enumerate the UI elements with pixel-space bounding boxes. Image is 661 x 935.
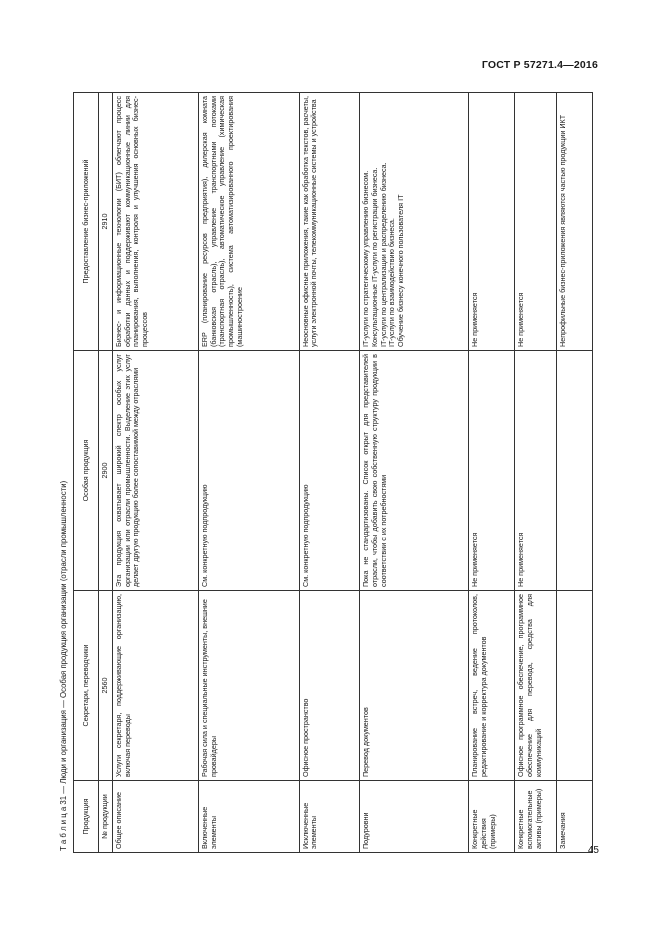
cell-special: Эта продукция охватывает широкий спектр особых услуг организации или отрасли промышленности. Выделение этих услуг делает другую продукцию более сопоставимой между отраслями bbox=[113, 351, 199, 591]
cell-special: См. конкретную подпродукцию bbox=[198, 351, 299, 591]
cell-business-apps: Непрофильные бизнес-приложения являются частью продукции ИКТ bbox=[557, 93, 593, 351]
table-row bbox=[360, 93, 469, 853]
table-row bbox=[198, 93, 299, 853]
cell-business-apps: Не применяется bbox=[469, 93, 515, 351]
standard-header: ГОСТ Р 57271.4—2016 bbox=[481, 59, 598, 71]
cell-business-apps: IT-услуги по стратегическому управлению бизнесом. Консультационные IT-услуги по регистрации бизнеса. IT-услуги по централизации и распределению бизнеса. IT-услуги по взаимодействию бизнеса. Обучение бизнесу конечного пользователя IT bbox=[360, 93, 469, 351]
row-label: Включенные элементы bbox=[198, 781, 299, 853]
row-label: Конкретные вспомогательные активы (примеры) bbox=[515, 781, 557, 853]
row-label: Подуровни bbox=[360, 781, 469, 853]
table-row bbox=[299, 93, 360, 853]
cell-special: Пока не стандартизованы. Список открыт для представителей отрасли, чтобы добавить свою собственную структуру продукции в соответствии с их потребностями bbox=[360, 351, 469, 591]
cell-business-apps: ERP (планирование ресурсов предприятия), дилерская комната (банковская отрасль), управление транспортными потоками (транспортная отрасль), автоматическое управление (химическая промышленность), система автоматизированного проектирования (машиностроение bbox=[198, 93, 299, 351]
row-label: Общее описание bbox=[113, 781, 199, 853]
page-number: 45 bbox=[587, 845, 599, 856]
cell-special: Не применяется bbox=[469, 351, 515, 591]
table-row bbox=[557, 93, 593, 853]
cell-special: Не применяется bbox=[515, 351, 557, 591]
row-label: Замечания bbox=[557, 781, 593, 853]
cell-secretaries bbox=[557, 591, 593, 781]
code-label: № продукции bbox=[99, 781, 113, 853]
table-caption: Т а б л и ц а 31 — Люди и организация — Особая продукция организации (отрасли промышленности) bbox=[59, 480, 68, 851]
cell-special: См. конкретную подпродукцию bbox=[299, 351, 360, 591]
code-2900: 2900 bbox=[99, 351, 113, 591]
cell-secretaries: Планирование встреч, ведение протоколов, редактирование и корректура документов bbox=[469, 591, 515, 781]
product-table bbox=[73, 92, 593, 853]
cell-secretaries: Офисное пространство bbox=[299, 591, 360, 781]
row-label: Исключенные элементы bbox=[299, 781, 360, 853]
cell-business-apps: Неосновные офисные приложения, такие как обработка текстов, расчеты, услуги электронной почты, телекоммуникационные системы и устройства bbox=[299, 93, 360, 351]
code-row bbox=[99, 93, 113, 853]
table-row bbox=[469, 93, 515, 853]
code-2910: 2910 bbox=[99, 93, 113, 351]
cell-secretaries: Рабочая сила и специальные инструменты, внешние провайдеры bbox=[198, 591, 299, 781]
cell-business-apps: Бизнес- и информационные технологии (БИТ) облегчают процесс обработки данных и поддерживают коммуникационные линии для планирования, выполнения, контроля и улучшения основных бизнес-процессов bbox=[113, 93, 199, 351]
cell-special bbox=[557, 351, 593, 591]
cell-business-apps: Не применяется bbox=[515, 93, 557, 351]
rotated-table-page bbox=[57, 93, 597, 853]
header-row bbox=[74, 93, 99, 853]
col-header-special: Особая продукция bbox=[74, 351, 99, 591]
cell-secretaries: Услуги секретаря, поддерживающие организацию, включая переводы bbox=[113, 591, 199, 781]
col-header-business-apps: Предоставление бизнес-приложений bbox=[74, 93, 99, 351]
table-row bbox=[113, 93, 199, 853]
row-label: Конкретные действия (примеры) bbox=[469, 781, 515, 853]
table-row bbox=[515, 93, 557, 853]
code-2560: 2560 bbox=[99, 591, 113, 781]
cell-secretaries: Офисное программное обеспечение, программное обеспечение для перевода, средства для коммуникаций bbox=[515, 591, 557, 781]
cell-secretaries: Перевод документов bbox=[360, 591, 469, 781]
col-header-secretaries: Секретари, переводчики bbox=[74, 591, 99, 781]
col-header-product: Продукция bbox=[74, 781, 99, 853]
